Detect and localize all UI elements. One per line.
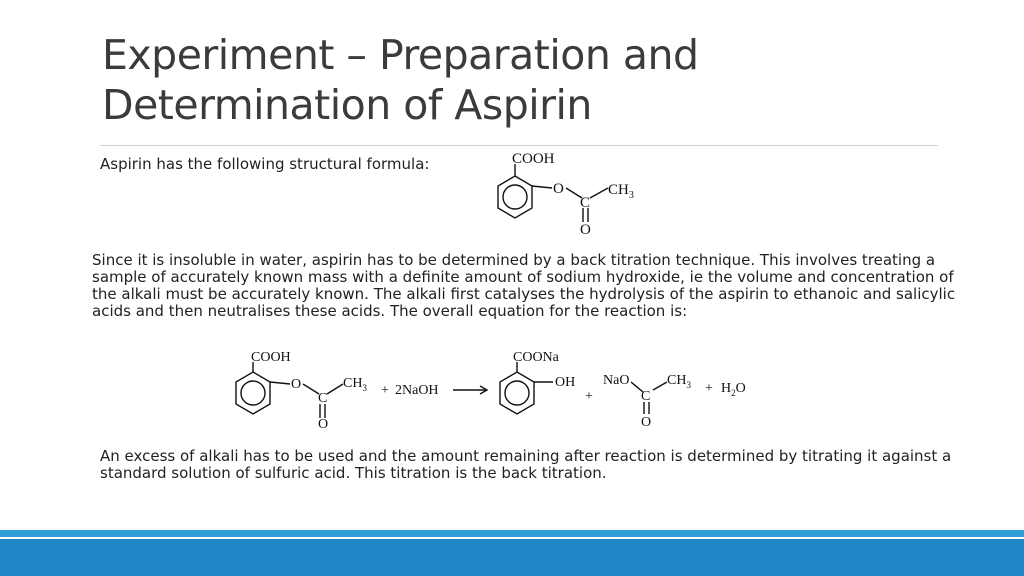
eq-carbonyl-o-label: O [318,417,329,432]
naoh-label: 2NaOH [395,383,439,398]
plus-sign-1: + [381,383,389,398]
acetate-ch3-label: $CH_3$ [667,373,691,390]
explanation-paragraph: Since it is insoluble in water, aspirin has to be determined by a back titration technique. This involves treating a sample of accurately known mass with a definite amount of sodium hydroxide, ie the volume and concentration of the alkali must be accurately known. The alkali first catalyses the hydrolysis of the aspirin to ethanoic and salicylic acids and then neutralises these acids. The overall equation for the reaction is: [92,251,956,320]
plus-sign-3: + [705,381,713,396]
water-label: $H_2O$ [721,381,746,398]
slide-title: Experiment – Preparation and Determination of Aspirin [102,31,699,129]
eq-carbonyl-c-label: C [318,391,328,406]
eq-ester-o-label: O [291,377,302,392]
carbonyl-c-label: C [580,195,591,211]
carbonyl-o-label: O [580,222,591,238]
aspirin-structure [480,148,640,248]
nao-label: NaO [603,373,630,388]
cooh-label: COOH [512,151,555,167]
ch3-label: $CH_3$ [608,182,634,201]
footer-accent-stripe [0,530,1024,537]
back-titration-paragraph: An excess of alkali has to be used and the amount remaining after reaction is determined by titrating it against a standard solution of sulfuric acid. This titration is the back titration. [100,447,952,482]
reaction-equation [225,340,765,440]
eq-ch3-label: $CH_3$ [343,376,367,393]
title-divider [100,145,938,146]
coona-label: COONa [513,350,559,365]
oh-label: OH [555,375,576,390]
footer-band [0,539,1024,576]
eq-cooh-label: COOH [251,350,291,365]
ester-o-label: O [553,181,564,197]
acetate-o-label: O [641,415,652,430]
plus-sign-2: + [585,389,593,404]
intro-text: Aspirin has the following structural formula: [100,155,430,173]
acetate-c-label: C [641,389,651,404]
